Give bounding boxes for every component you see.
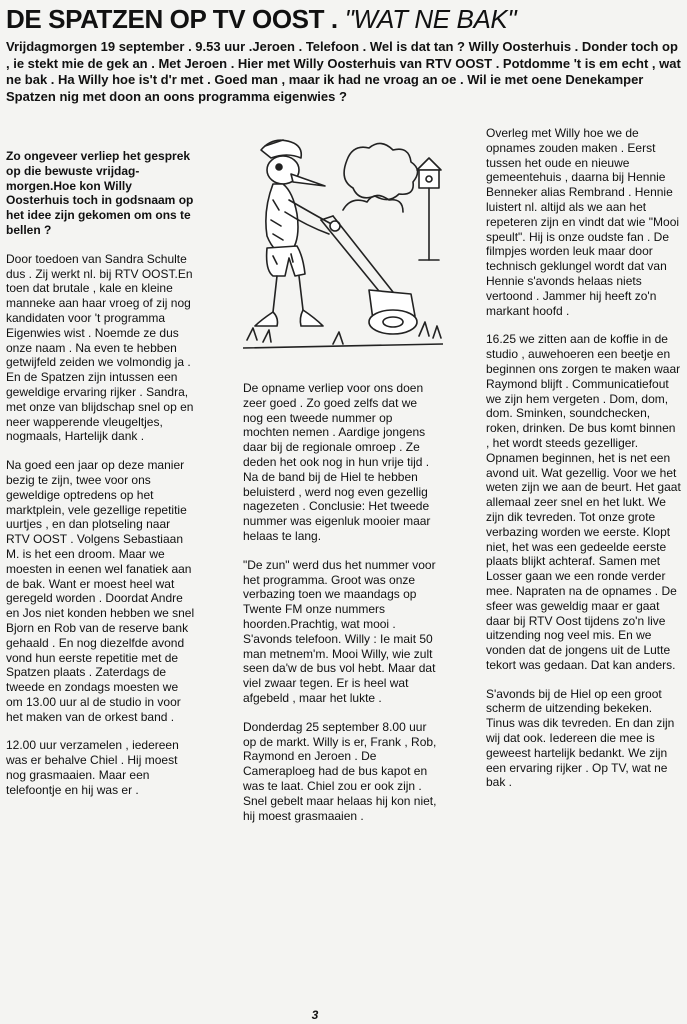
lead-paragraph: Zo ongeveer verliep het gesprek op die bewuste vrijdag-morgen.Hoe kon Willy Oosterhuis toch in godsnaam op het idee zijn gekomen om ons te bellen ?	[6, 149, 194, 237]
paragraph: 16.25 we zitten aan de koffie in de studio , auwehoeren een beetje en beginnen ons zorgen te maken waar Raymond blijft . Communicatiefout we zijn hem vergeten . Dom, dom, dom. Sminken, soundchecken, roken, drinken. De bus komt binnen , het wordt steeds gezelliger. Opnamen beginnen, het is net een avond uit. Wat gezellig. Voor we het weten zijn we aan de beurt. Het gaat allemaal zeer snel en het lukt. We zijn dik tevreden. Tot onze grote verbazing worden we eerste. Klopt niet, het was een gedeelde eerste plaats blijkt achteraf. Samen met Losser gaan we een ronde verder mee. Napraten na de opnames . De sfeer was geweldig maar er gaat daar bij RTV Oost tijdens zo'n live uitzending nog veel mis. En we vonden dat de jongens uit de Lutte tekort was gedaan. Dat kan anders.	[486, 332, 681, 672]
paragraph: Door toedoen van Sandra Schulte dus . Zij werkt nl. bij RTV OOST.En toen dat brutale , kale en kleine manneke aan haar vroeg of zij nog kandidaten voor 't programma Eigenwies wist . Noemde ze dus onze naam . Na even te hebben getwijfeld zeiden we volmondig ja . En de Spatzen zijn intussen een geweldige ervaring rijker . Sandra, met onze van blijdschap snel op en neer wapperende vleugeltjes, nogmaals, Hartelijk dank .	[6, 251, 194, 444]
paragraph: 12.00 uur verzamelen , iedereen was er behalve Chiel . Hij moest nog grasmaaien. Maar een telefoontje en hij was er .	[6, 738, 179, 797]
column-right	[486, 126, 681, 804]
column-middle	[243, 381, 439, 837]
title-main: DE SPATZEN OP TV OOST .	[6, 4, 338, 34]
paragraph: Na goed een jaar op deze manier bezig te zijn, twee voor ons geweldige optredens op het marktplein, vele gezellige repetitie uurtjes , en dan plotseling naar RTV OOST . Volgens Sebastiaan M. is het een droom. Maar we moesten in eenen wel fanatiek aan de bak. Want er moest heel wat geregeld worden . Doordat Andre en Jos niet konden hebben we snel Bjorn en Rob van de reserve bank gehaald . En nog diezelfde avond vond hun eerste repetitie met de Spatzen plaats . Zaterdags de tweede en zondags moesten we om 13.00 uur al de studio in voor het maken van de orkest band .	[6, 458, 195, 724]
lawnmower-sparrow-illustration	[243, 130, 443, 370]
page-number: 3	[311, 1008, 319, 1022]
paragraph: Donderdag 25 september 8.00 uur op de markt. Willy is er, Frank , Rob, Raymond en Jeroen . De Cameraploeg had de bus kapot en was te laat. Chiel zou er ook zijn . Snel gebelt maar helaas hij kon niet, hij moest grasmaaien .	[243, 719, 437, 823]
paragraph: "De zun" werd dus het nummer voor het programma. Groot was onze verbazing toen we maandags op Twente FM onze nummers hoorden.Prachtig, wat mooi . S'avonds telefoon. Willy : Ie mait 50 man metnem'm. Mooi Willy, wie zult seen da'w de bus vol hebt. Maar dat viel zwaar tegen. Er is heel wat afgebeld , maar het lukte .	[243, 557, 436, 705]
paragraph: S'avonds bij de Hiel op een groot scherm de uitzending bekeken. Tinus was dik tevreden. En dan zijn wij dat ook. Iedereen die mee is geweest hartelijk bedankt. We zijn een ervaring rijker . Op TV, wat ne bak .	[486, 686, 675, 790]
intro-paragraph: Vrijdagmorgen 19 september . 9.53 uur .Jeroen . Telefoon . Wel is dat tan ? Willy Oosterhuis . Donder toch op , ie stekt mie de gek an . Met Jeroen . Hier met Willy Oosterhuis van RTV OOST . Potdomme 't is em echt , wat ne bak . Ha Willy hoe is't d'r met . Goed man , maar ik had ne vroag an oe . Wil ie met oene Denekamper Spatzen nig met doon an oons programma eigenwies ?	[6, 39, 681, 104]
column-left	[6, 149, 196, 812]
paragraph: Overleg met Willy hoe we de opnames zouden maken . Eerst tussen het oude en nieuwe gemeentehuis , daarna bij Hennie Benneker alias Rembrand . Hennie luistert nl. altijd als we aan het repeteren zijn en vindt dat wie "Mooi speult". Hij is onze oudste fan . De filmpjes worden leuk maar door technisch geklungel wordt dat van Hennie s'avonds helaas niets vertoond . Jammer hij heeft zo'n markant hoofd .	[486, 126, 680, 318]
article-title	[6, 4, 681, 34]
title-italic: "WAT NE BAK"	[344, 4, 517, 34]
paragraph: De opname verliep voor ons doen zeer goed . Zo goed zelfs dat we nog een tweede nummer op mochten nemen . Aardige jongens daar bij de regionale omroep . Ze deden het ook nog in hun vrije tijd . Na de band bij de Hiel te hebben beluisterd , werd nog even gezellig nagezeten . Conclusie: Het tweede nummer was eigenluk mooier maar helaas te lang.	[243, 381, 431, 543]
